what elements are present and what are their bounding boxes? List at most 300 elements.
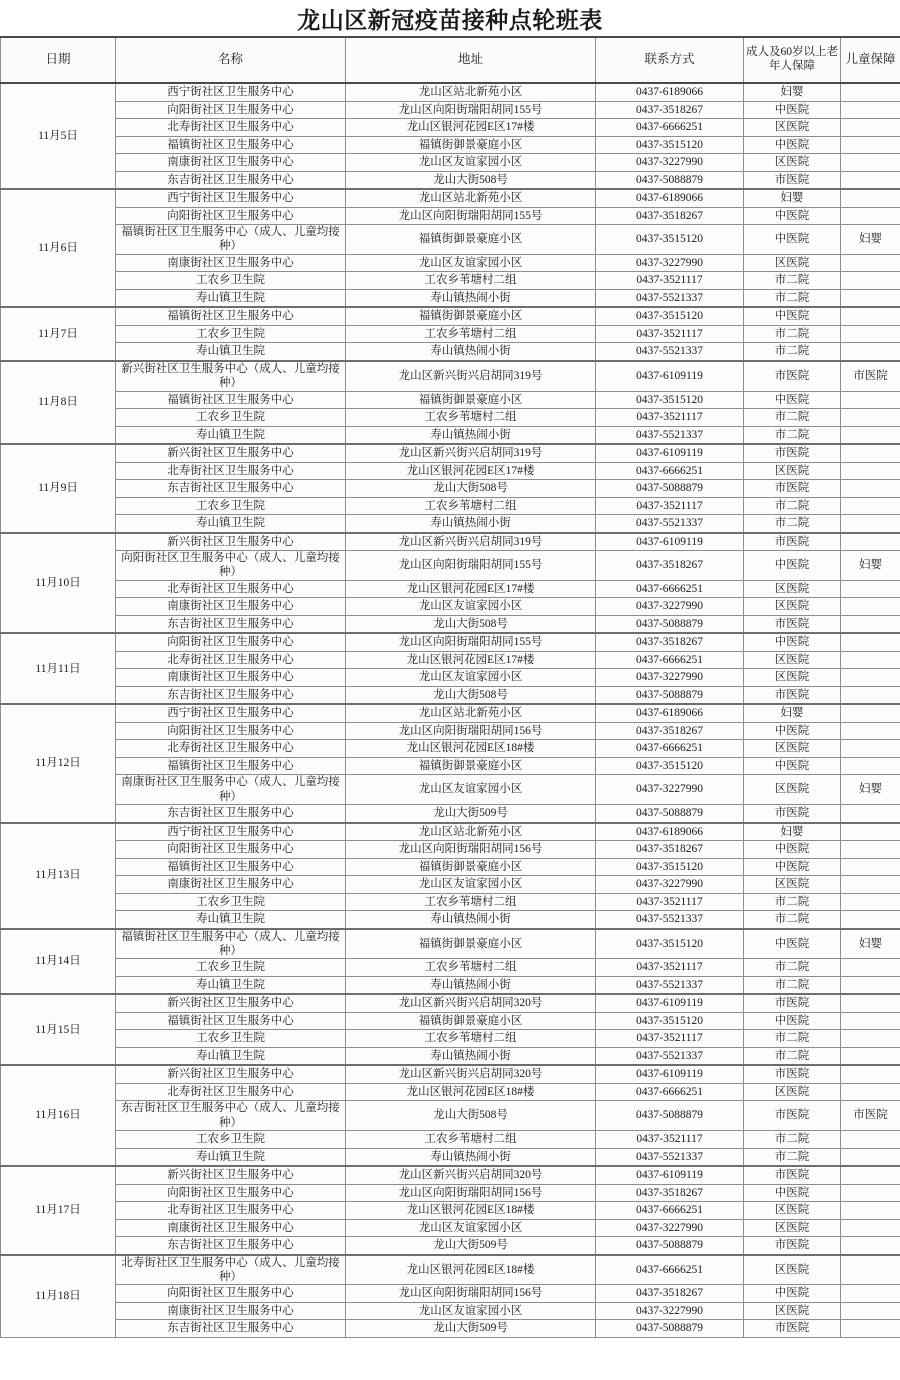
column-header-date: 日期	[1, 38, 116, 83]
site-name-cell: 寿山镇卫生院	[116, 1148, 346, 1166]
site-address-cell: 龙山区银河花园E区18#楼	[346, 1255, 596, 1285]
table-row	[1, 615, 900, 633]
site-contact-cell: 0437-3227990	[596, 775, 744, 805]
child-guarantee-cell	[841, 83, 900, 101]
site-contact-cell: 0437-3521117	[596, 959, 744, 977]
site-contact-cell: 0437-3227990	[596, 876, 744, 894]
adult-guarantee-cell: 市医院	[744, 805, 841, 823]
document-title-bar	[0, 0, 900, 38]
site-contact-cell: 0437-3518267	[596, 101, 744, 119]
site-address-cell: 工农乡苇塘村二组	[346, 1030, 596, 1048]
site-contact-cell: 0437-3515120	[596, 391, 744, 409]
adult-guarantee-cell: 中医院	[744, 1012, 841, 1030]
site-name-cell: 寿山镇卫生院	[116, 1047, 346, 1065]
site-address-cell: 龙山区向阳街瑞阳胡同156号	[346, 722, 596, 740]
child-guarantee-cell	[841, 462, 900, 480]
site-name-cell: 北寿街社区卫生服务中心	[116, 580, 346, 598]
adult-guarantee-cell: 中医院	[744, 207, 841, 225]
site-name-cell: 工农乡卫生院	[116, 959, 346, 977]
site-address-cell: 龙山大街508号	[346, 480, 596, 498]
site-contact-cell: 0437-3227990	[596, 1219, 744, 1237]
site-contact-cell: 0437-6666251	[596, 580, 744, 598]
table-row	[1, 325, 900, 343]
child-guarantee-cell	[841, 823, 900, 841]
child-guarantee-cell	[841, 757, 900, 775]
site-contact-cell: 0437-3521117	[596, 1030, 744, 1048]
site-contact-cell: 0437-6666251	[596, 1083, 744, 1101]
child-guarantee-cell	[841, 189, 900, 207]
table-row	[1, 289, 900, 307]
site-name-cell: 东吉街社区卫生服务中心	[116, 1320, 346, 1338]
table-row	[1, 757, 900, 775]
table-row	[1, 1285, 900, 1303]
site-name-cell: 向阳街社区卫生服务中心（成人、儿童均接种）	[116, 551, 346, 581]
site-contact-cell: 0437-6109119	[596, 533, 744, 551]
child-guarantee-cell	[841, 154, 900, 172]
adult-guarantee-cell: 市医院	[744, 686, 841, 704]
site-address-cell: 龙山区向阳街瑞阳胡同155号	[346, 551, 596, 581]
table-row	[1, 1030, 900, 1048]
site-address-cell: 寿山镇热闹小街	[346, 1148, 596, 1166]
site-address-cell: 龙山区友谊家园小区	[346, 876, 596, 894]
site-address-cell: 龙山区友谊家园小区	[346, 154, 596, 172]
table-row	[1, 444, 900, 462]
date-cell: 11月8日	[1, 361, 116, 444]
site-address-cell: 龙山区新兴街兴启胡同320号	[346, 1065, 596, 1083]
table-row	[1, 580, 900, 598]
adult-guarantee-cell: 市二院	[744, 976, 841, 994]
table-header-row	[1, 38, 900, 83]
site-contact-cell: 0437-3518267	[596, 841, 744, 859]
site-address-cell: 寿山镇热闹小街	[346, 911, 596, 929]
site-address-cell: 工农乡苇塘村二组	[346, 497, 596, 515]
site-address-cell: 龙山区向阳街瑞阳胡同156号	[346, 1285, 596, 1303]
table-row	[1, 1012, 900, 1030]
site-contact-cell: 0437-3515120	[596, 757, 744, 775]
child-guarantee-cell	[841, 272, 900, 290]
adult-guarantee-cell: 中医院	[744, 633, 841, 651]
table-row	[1, 704, 900, 722]
site-name-cell: 东吉街社区卫生服务中心	[116, 615, 346, 633]
site-name-cell: 北寿街社区卫生服务中心	[116, 462, 346, 480]
child-guarantee-cell	[841, 580, 900, 598]
adult-guarantee-cell: 区医院	[744, 154, 841, 172]
table-row	[1, 343, 900, 361]
site-name-cell: 新兴街社区卫生服务中心	[116, 994, 346, 1012]
site-contact-cell: 0437-5088879	[596, 686, 744, 704]
table-row	[1, 740, 900, 758]
site-contact-cell: 0437-6109119	[596, 444, 744, 462]
site-contact-cell: 0437-6666251	[596, 1202, 744, 1220]
site-name-cell: 工农乡卫生院	[116, 1131, 346, 1149]
table-row	[1, 101, 900, 119]
site-contact-cell: 0437-6189066	[596, 189, 744, 207]
child-guarantee-cell	[841, 1148, 900, 1166]
site-name-cell: 东吉街社区卫生服务中心	[116, 171, 346, 189]
adult-guarantee-cell: 市二院	[744, 426, 841, 444]
site-contact-cell: 0437-5521337	[596, 1047, 744, 1065]
site-name-cell: 西宁街社区卫生服务中心	[116, 823, 346, 841]
child-guarantee-cell	[841, 633, 900, 651]
site-address-cell: 福镇街御景豪庭小区	[346, 391, 596, 409]
adult-guarantee-cell: 市二院	[744, 1047, 841, 1065]
child-guarantee-cell	[841, 858, 900, 876]
site-name-cell: 向阳街社区卫生服务中心	[116, 207, 346, 225]
site-address-cell: 福镇街御景豪庭小区	[346, 858, 596, 876]
site-contact-cell: 0437-3515120	[596, 858, 744, 876]
table-row	[1, 994, 900, 1012]
site-name-cell: 寿山镇卫生院	[116, 515, 346, 533]
child-guarantee-cell	[841, 1065, 900, 1083]
site-name-cell: 西宁街社区卫生服务中心	[116, 704, 346, 722]
child-guarantee-cell: 市医院	[841, 1101, 900, 1131]
table-row	[1, 136, 900, 154]
site-address-cell: 龙山大街508号	[346, 615, 596, 633]
site-contact-cell: 0437-3521117	[596, 1131, 744, 1149]
child-guarantee-cell	[841, 1184, 900, 1202]
site-address-cell: 龙山区向阳街瑞阳胡同155号	[346, 207, 596, 225]
adult-guarantee-cell: 市医院	[744, 533, 841, 551]
adult-guarantee-cell: 区医院	[744, 651, 841, 669]
table-row	[1, 515, 900, 533]
site-contact-cell: 0437-3518267	[596, 1184, 744, 1202]
site-name-cell: 南康街社区卫生服务中心	[116, 1219, 346, 1237]
table-row	[1, 1219, 900, 1237]
site-contact-cell: 0437-5088879	[596, 1237, 744, 1255]
adult-guarantee-cell: 市二院	[744, 911, 841, 929]
site-contact-cell: 0437-5521337	[596, 289, 744, 307]
column-header-contact: 联系方式	[596, 38, 744, 83]
child-guarantee-cell	[841, 207, 900, 225]
vaccination-schedule-table	[0, 38, 900, 1338]
adult-guarantee-cell: 中医院	[744, 858, 841, 876]
site-name-cell: 福镇街社区卫生服务中心	[116, 136, 346, 154]
adult-guarantee-cell: 妇婴	[744, 704, 841, 722]
site-address-cell: 寿山镇热闹小街	[346, 515, 596, 533]
child-guarantee-cell	[841, 1219, 900, 1237]
adult-guarantee-cell: 市二院	[744, 272, 841, 290]
adult-guarantee-cell: 市二院	[744, 289, 841, 307]
site-name-cell: 东吉街社区卫生服务中心（成人、儿童均接种）	[116, 1101, 346, 1131]
site-name-cell: 向阳街社区卫生服务中心	[116, 841, 346, 859]
site-address-cell: 龙山区友谊家园小区	[346, 598, 596, 616]
date-cell: 11月10日	[1, 533, 116, 634]
site-name-cell: 东吉街社区卫生服务中心	[116, 1237, 346, 1255]
child-guarantee-cell	[841, 444, 900, 462]
site-contact-cell: 0437-5521337	[596, 976, 744, 994]
site-name-cell: 福镇街社区卫生服务中心	[116, 858, 346, 876]
child-guarantee-cell	[841, 1083, 900, 1101]
adult-guarantee-cell: 市二院	[744, 409, 841, 427]
child-guarantee-cell	[841, 669, 900, 687]
adult-guarantee-cell: 中医院	[744, 1285, 841, 1303]
site-contact-cell: 0437-3515120	[596, 225, 744, 255]
table-row	[1, 1131, 900, 1149]
site-contact-cell: 0437-5088879	[596, 480, 744, 498]
adult-guarantee-cell: 中医院	[744, 551, 841, 581]
child-guarantee-cell	[841, 1131, 900, 1149]
adult-guarantee-cell: 市医院	[744, 1065, 841, 1083]
adult-guarantee-cell: 市二院	[744, 343, 841, 361]
site-address-cell: 龙山区银河花园E区17#楼	[346, 462, 596, 480]
site-contact-cell: 0437-3521117	[596, 325, 744, 343]
child-guarantee-cell	[841, 1302, 900, 1320]
site-name-cell: 南康街社区卫生服务中心	[116, 598, 346, 616]
site-name-cell: 东吉街社区卫生服务中心	[116, 480, 346, 498]
child-guarantee-cell	[841, 740, 900, 758]
adult-guarantee-cell: 中医院	[744, 841, 841, 859]
site-contact-cell: 0437-6189066	[596, 823, 744, 841]
child-guarantee-cell	[841, 1012, 900, 1030]
adult-guarantee-cell: 区医院	[744, 1202, 841, 1220]
adult-guarantee-cell: 市二院	[744, 1030, 841, 1048]
table-row	[1, 154, 900, 172]
site-contact-cell: 0437-6109119	[596, 1065, 744, 1083]
site-address-cell: 龙山区新兴街兴启胡同319号	[346, 361, 596, 391]
child-guarantee-cell: 妇婴	[841, 775, 900, 805]
child-guarantee-cell	[841, 911, 900, 929]
child-guarantee-cell	[841, 426, 900, 444]
child-guarantee-cell	[841, 805, 900, 823]
table-row	[1, 254, 900, 272]
adult-guarantee-cell: 市医院	[744, 615, 841, 633]
site-address-cell: 龙山区向阳街瑞阳胡同156号	[346, 1184, 596, 1202]
table-row	[1, 409, 900, 427]
table-row	[1, 858, 900, 876]
site-name-cell: 新兴街社区卫生服务中心	[116, 444, 346, 462]
date-cell: 11月9日	[1, 444, 116, 533]
child-guarantee-cell	[841, 994, 900, 1012]
site-contact-cell: 0437-3518267	[596, 722, 744, 740]
adult-guarantee-cell: 市医院	[744, 361, 841, 391]
column-header-address: 地址	[346, 38, 596, 83]
adult-guarantee-cell: 区医院	[744, 598, 841, 616]
table-row	[1, 1302, 900, 1320]
site-contact-cell: 0437-5088879	[596, 615, 744, 633]
adult-guarantee-cell: 区医院	[744, 119, 841, 137]
date-cell: 11月5日	[1, 83, 116, 189]
site-contact-cell: 0437-3518267	[596, 633, 744, 651]
table-row	[1, 533, 900, 551]
site-name-cell: 寿山镇卫生院	[116, 343, 346, 361]
site-name-cell: 东吉街社区卫生服务中心	[116, 805, 346, 823]
site-address-cell: 龙山大街509号	[346, 1237, 596, 1255]
site-name-cell: 南康街社区卫生服务中心	[116, 1302, 346, 1320]
site-address-cell: 龙山大街509号	[346, 1320, 596, 1338]
site-contact-cell: 0437-3227990	[596, 669, 744, 687]
site-name-cell: 南康街社区卫生服务中心	[116, 669, 346, 687]
child-guarantee-cell	[841, 119, 900, 137]
site-address-cell: 龙山区银河花园E区18#楼	[346, 1202, 596, 1220]
site-contact-cell: 0437-5088879	[596, 1101, 744, 1131]
child-guarantee-cell	[841, 893, 900, 911]
child-guarantee-cell	[841, 615, 900, 633]
table-row	[1, 1184, 900, 1202]
site-address-cell: 龙山区友谊家园小区	[346, 775, 596, 805]
child-guarantee-cell	[841, 533, 900, 551]
site-contact-cell: 0437-5521337	[596, 1148, 744, 1166]
site-contact-cell: 0437-5521337	[596, 911, 744, 929]
adult-guarantee-cell: 妇婴	[744, 189, 841, 207]
site-name-cell: 向阳街社区卫生服务中心	[116, 633, 346, 651]
site-address-cell: 龙山大街509号	[346, 805, 596, 823]
site-contact-cell: 0437-6666251	[596, 1255, 744, 1285]
child-guarantee-cell	[841, 343, 900, 361]
site-contact-cell: 0437-5521337	[596, 426, 744, 444]
column-header-adult-guarantee: 成人及60岁以上老年人保障	[744, 38, 841, 83]
date-cell: 11月13日	[1, 823, 116, 929]
site-address-cell: 工农乡苇塘村二组	[346, 409, 596, 427]
site-contact-cell: 0437-6189066	[596, 83, 744, 101]
site-address-cell: 龙山区友谊家园小区	[346, 1219, 596, 1237]
table-row	[1, 1166, 900, 1184]
adult-guarantee-cell: 市医院	[744, 1237, 841, 1255]
site-name-cell: 南康街社区卫生服务中心	[116, 254, 346, 272]
table-row	[1, 841, 900, 859]
adult-guarantee-cell: 区医院	[744, 1219, 841, 1237]
adult-guarantee-cell: 区医院	[744, 1083, 841, 1101]
table-row	[1, 805, 900, 823]
site-address-cell: 寿山镇热闹小街	[346, 976, 596, 994]
child-guarantee-cell	[841, 480, 900, 498]
site-address-cell: 龙山大街508号	[346, 1101, 596, 1131]
site-name-cell: 福镇街社区卫生服务中心	[116, 757, 346, 775]
child-guarantee-cell	[841, 976, 900, 994]
site-name-cell: 北寿街社区卫生服务中心（成人、儿童均接种）	[116, 1255, 346, 1285]
table-row	[1, 391, 900, 409]
site-address-cell: 寿山镇热闹小街	[346, 1047, 596, 1065]
table-row	[1, 959, 900, 977]
adult-guarantee-cell: 区医院	[744, 580, 841, 598]
site-address-cell: 工农乡苇塘村二组	[346, 959, 596, 977]
site-address-cell: 龙山区银河花园E区18#楼	[346, 740, 596, 758]
site-name-cell: 西宁街社区卫生服务中心	[116, 83, 346, 101]
child-guarantee-cell	[841, 391, 900, 409]
site-address-cell: 龙山区站北新苑小区	[346, 189, 596, 207]
site-address-cell: 福镇街御景豪庭小区	[346, 136, 596, 154]
child-guarantee-cell	[841, 171, 900, 189]
site-name-cell: 向阳街社区卫生服务中心	[116, 1285, 346, 1303]
site-name-cell: 工农乡卫生院	[116, 409, 346, 427]
table-row	[1, 1047, 900, 1065]
adult-guarantee-cell: 中医院	[744, 391, 841, 409]
adult-guarantee-cell: 区医院	[744, 254, 841, 272]
table-row	[1, 272, 900, 290]
site-address-cell: 福镇街御景豪庭小区	[346, 757, 596, 775]
site-contact-cell: 0437-3227990	[596, 598, 744, 616]
adult-guarantee-cell: 市医院	[744, 1320, 841, 1338]
child-guarantee-cell	[841, 1030, 900, 1048]
site-address-cell: 龙山区站北新苑小区	[346, 823, 596, 841]
table-row	[1, 171, 900, 189]
child-guarantee-cell	[841, 1255, 900, 1285]
adult-guarantee-cell: 妇婴	[744, 83, 841, 101]
adult-guarantee-cell: 市二院	[744, 1131, 841, 1149]
site-address-cell: 龙山区友谊家园小区	[346, 1302, 596, 1320]
site-address-cell: 工农乡苇塘村二组	[346, 272, 596, 290]
site-name-cell: 向阳街社区卫生服务中心	[116, 722, 346, 740]
site-name-cell: 工农乡卫生院	[116, 497, 346, 515]
site-contact-cell: 0437-3227990	[596, 254, 744, 272]
table-row	[1, 911, 900, 929]
adult-guarantee-cell: 市医院	[744, 994, 841, 1012]
site-name-cell: 东吉街社区卫生服务中心	[116, 686, 346, 704]
table-row	[1, 976, 900, 994]
child-guarantee-cell: 妇婴	[841, 929, 900, 959]
site-address-cell: 寿山镇热闹小街	[346, 343, 596, 361]
site-contact-cell: 0437-3227990	[596, 1302, 744, 1320]
site-name-cell: 北寿街社区卫生服务中心	[116, 651, 346, 669]
page-title: 龙山区新冠疫苗接种点轮班表	[297, 7, 603, 33]
site-name-cell: 工农乡卫生院	[116, 893, 346, 911]
site-address-cell: 福镇街御景豪庭小区	[346, 225, 596, 255]
date-cell: 11月16日	[1, 1065, 116, 1166]
site-name-cell: 北寿街社区卫生服务中心	[116, 1202, 346, 1220]
site-name-cell: 新兴街社区卫生服务中心	[116, 1166, 346, 1184]
adult-guarantee-cell: 市医院	[744, 444, 841, 462]
site-name-cell: 寿山镇卫生院	[116, 289, 346, 307]
site-name-cell: 寿山镇卫生院	[116, 426, 346, 444]
site-address-cell: 寿山镇热闹小街	[346, 426, 596, 444]
date-cell: 11月15日	[1, 994, 116, 1065]
table-row	[1, 633, 900, 651]
adult-guarantee-cell: 市医院	[744, 1166, 841, 1184]
child-guarantee-cell	[841, 325, 900, 343]
table-row	[1, 189, 900, 207]
adult-guarantee-cell: 区医院	[744, 1255, 841, 1285]
child-guarantee-cell	[841, 497, 900, 515]
date-cell: 11月11日	[1, 633, 116, 704]
child-guarantee-cell	[841, 876, 900, 894]
date-cell: 11月17日	[1, 1166, 116, 1255]
site-address-cell: 龙山区新兴街兴启胡同320号	[346, 1166, 596, 1184]
adult-guarantee-cell: 市医院	[744, 480, 841, 498]
site-address-cell: 龙山区站北新苑小区	[346, 83, 596, 101]
site-address-cell: 福镇街御景豪庭小区	[346, 1012, 596, 1030]
site-address-cell: 龙山区新兴街兴启胡同319号	[346, 533, 596, 551]
site-contact-cell: 0437-5521337	[596, 515, 744, 533]
site-address-cell: 龙山区新兴街兴启胡同319号	[346, 444, 596, 462]
adult-guarantee-cell: 市二院	[744, 325, 841, 343]
adult-guarantee-cell: 中医院	[744, 929, 841, 959]
child-guarantee-cell	[841, 136, 900, 154]
adult-guarantee-cell: 中医院	[744, 307, 841, 325]
site-name-cell: 北寿街社区卫生服务中心	[116, 119, 346, 137]
date-cell: 11月7日	[1, 307, 116, 361]
site-contact-cell: 0437-3518267	[596, 207, 744, 225]
table-row	[1, 426, 900, 444]
site-contact-cell: 0437-3518267	[596, 1285, 744, 1303]
table-row	[1, 462, 900, 480]
child-guarantee-cell	[841, 1320, 900, 1338]
site-name-cell: 南康街社区卫生服务中心（成人、儿童均接种）	[116, 775, 346, 805]
child-guarantee-cell	[841, 1237, 900, 1255]
adult-guarantee-cell: 中医院	[744, 225, 841, 255]
table-row	[1, 669, 900, 687]
site-name-cell: 向阳街社区卫生服务中心	[116, 101, 346, 119]
adult-guarantee-cell: 市二院	[744, 959, 841, 977]
table-body	[1, 83, 900, 1337]
adult-guarantee-cell: 市二院	[744, 893, 841, 911]
table-row	[1, 307, 900, 325]
site-contact-cell: 0437-6109119	[596, 361, 744, 391]
table-row	[1, 775, 900, 805]
site-contact-cell: 0437-5088879	[596, 171, 744, 189]
child-guarantee-cell	[841, 1166, 900, 1184]
site-name-cell: 新兴街社区卫生服务中心	[116, 533, 346, 551]
site-address-cell: 龙山区银河花园E区17#楼	[346, 651, 596, 669]
site-contact-cell: 0437-3521117	[596, 409, 744, 427]
